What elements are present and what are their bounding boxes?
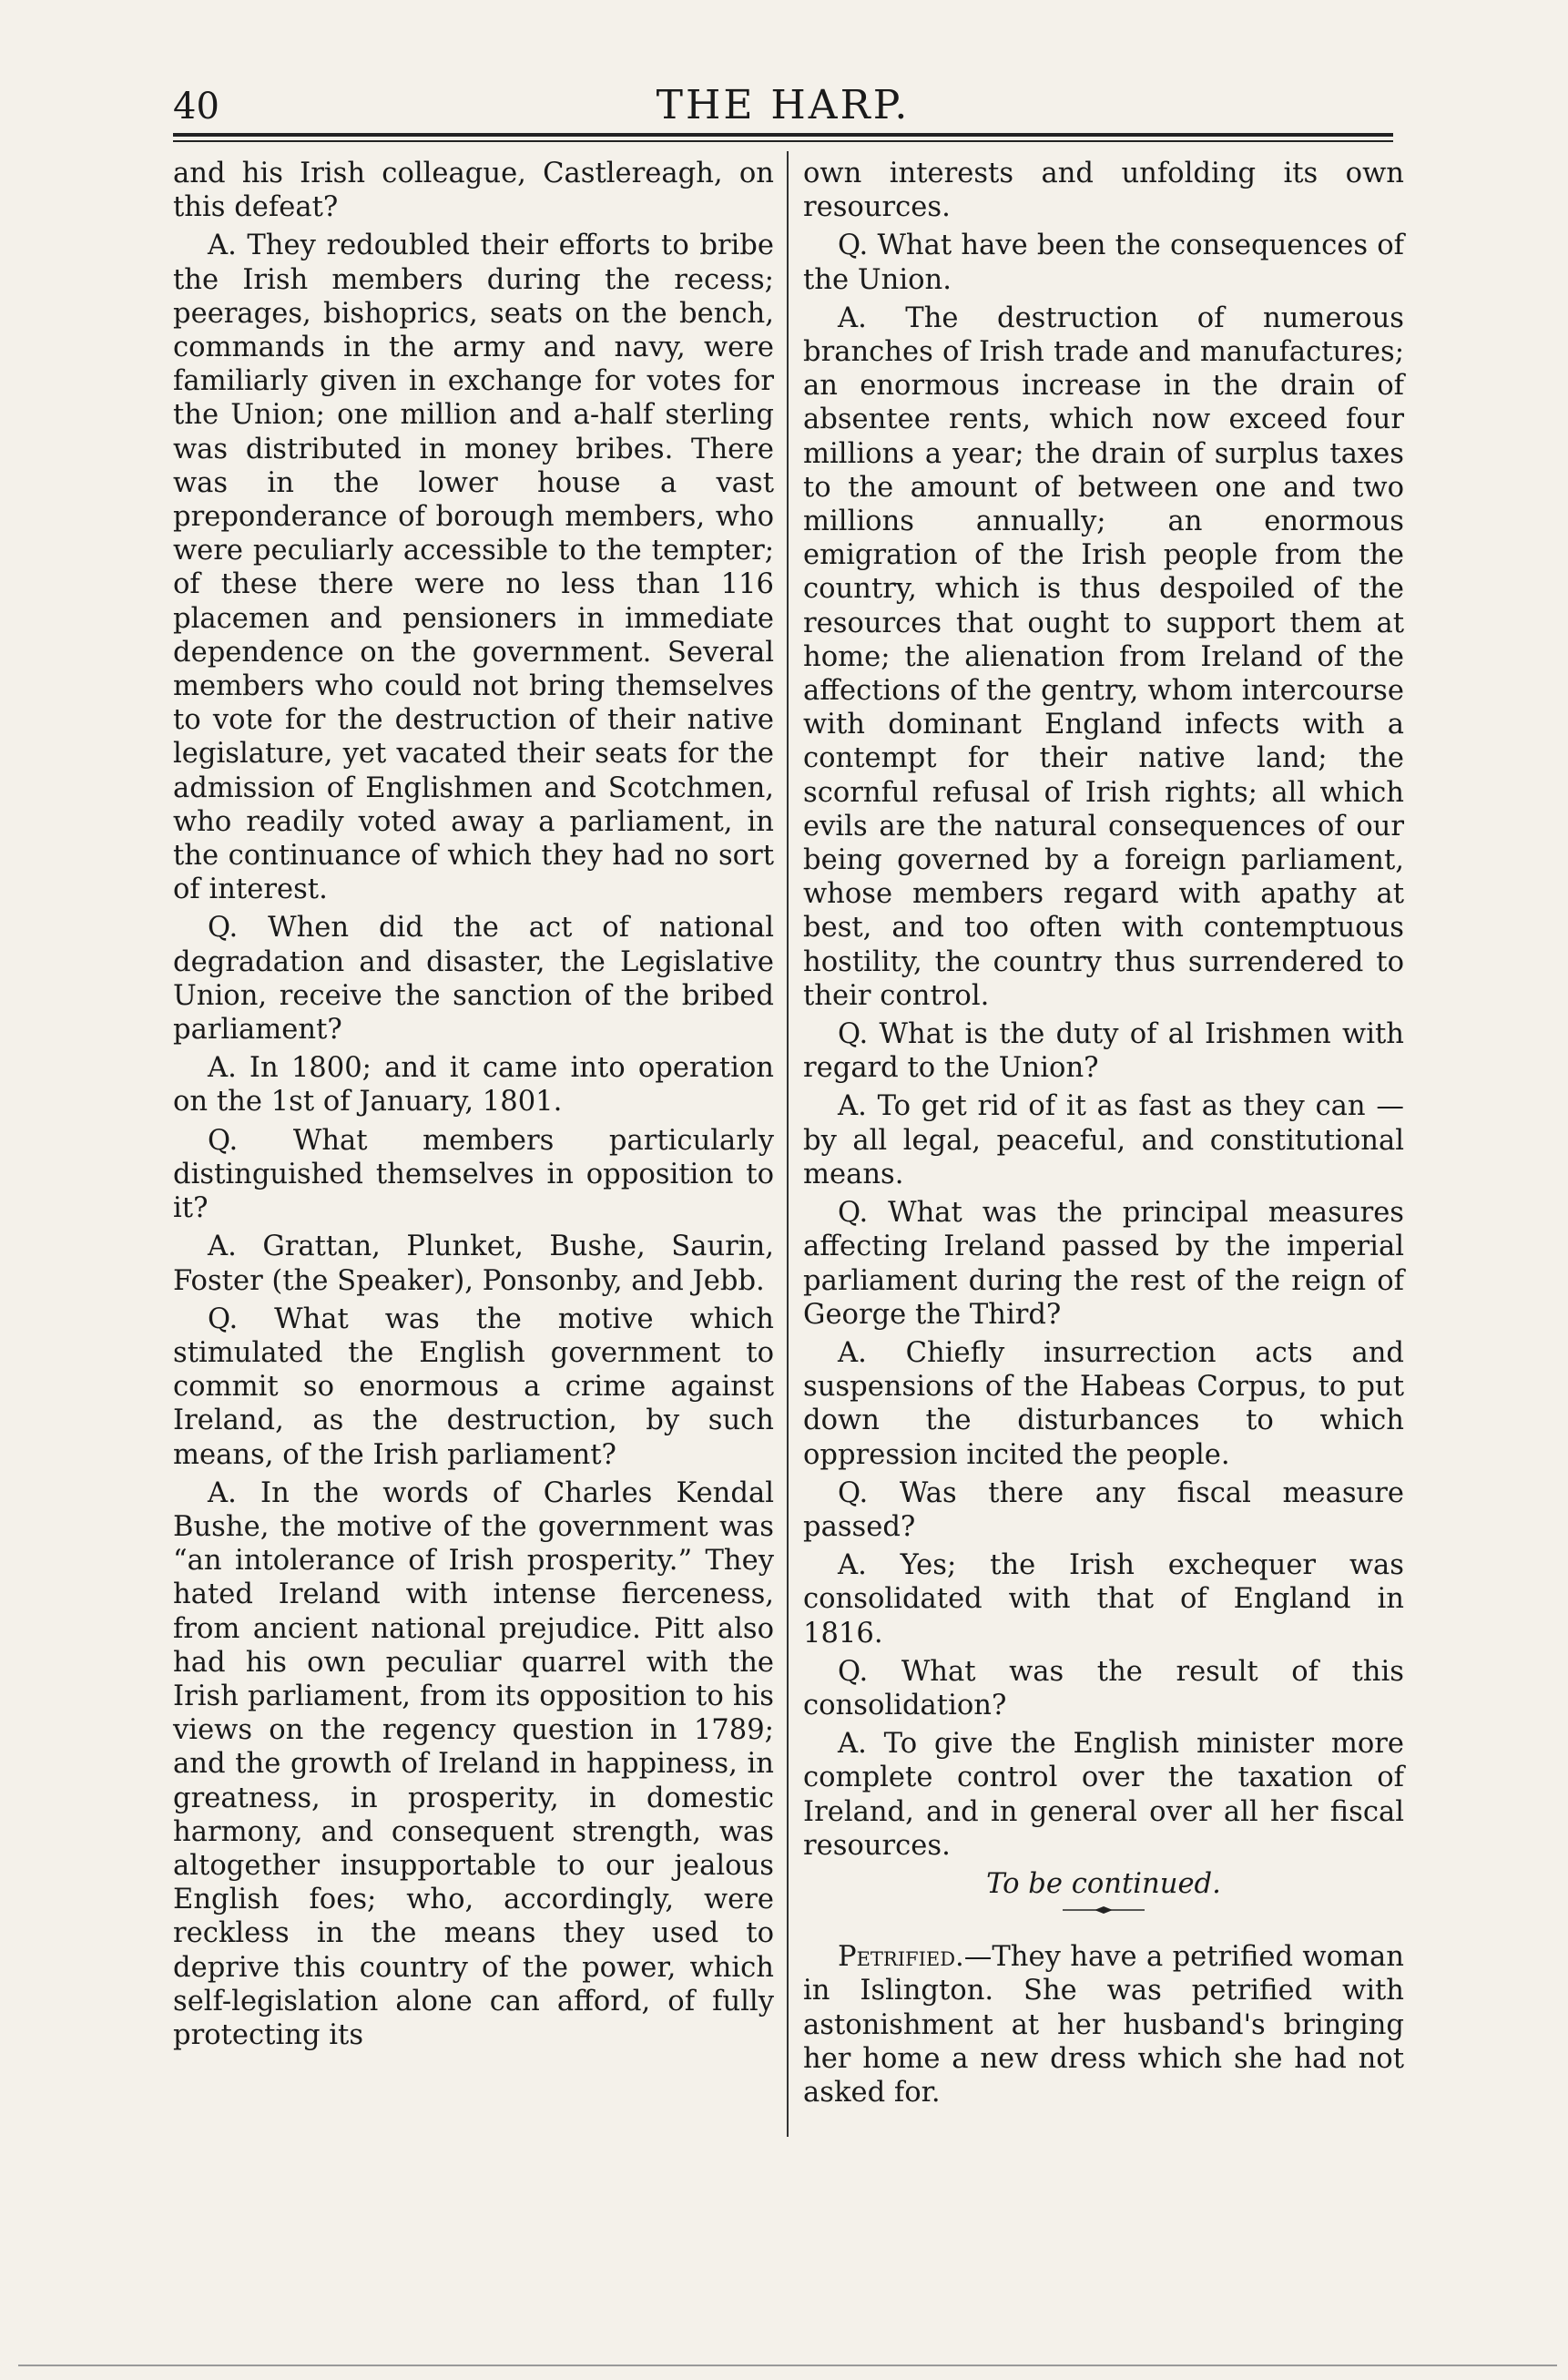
- answer-paragraph: A. To give the English minister more complete control over the taxation of Ireland, and in general over all her fiscal resources.: [803, 1728, 1404, 1862]
- header-rule-thin: [173, 140, 1393, 142]
- answer-paragraph: A. The destruction of numerous branches of Irish trade and manufactures; an enormous increase in the drain of absentee rents, which now exceed four millions a year; the drain of surplus taxes to the amount of between one and two millions annually; an enormous emigration of the Irish people from the country, which is thus despoiled of the resources that ought to support them at home; the alienation from Ireland of the affections of the gentry, whom intercourse with dominant England infects with a contempt for their native land; the scornful refusal of Irish rights; all which evils are the natural consequences of our being governed by a foreign parliament, whose members regard with apathy at best, and too often with contemptuous hostility, the country thus surrendered to their control.: [803, 301, 1404, 1012]
- question-paragraph: Q. What have been the consequences of the Union.: [803, 230, 1404, 296]
- to-be-continued: To be continued.: [986, 1867, 1221, 1900]
- ornament-divider: [1063, 1905, 1145, 1915]
- paragraph: own interests and unfolding its own resources.: [803, 158, 1404, 224]
- question-paragraph: Q. What was the result of this consolidation?: [803, 1655, 1404, 1721]
- right-column: [803, 157, 1404, 2114]
- left-column: [173, 157, 774, 2057]
- bottom-rule: [18, 2365, 1557, 2366]
- answer-paragraph: A. Chiefly insurrection acts and suspensions of the Habeas Corpus, to put down the disturbances to which oppression incited the people.: [803, 1336, 1404, 1471]
- running-title: THE HARP.: [656, 82, 911, 128]
- question-paragraph: Q. What was the motive which stimulated the English government to commit so enormous a crime against Ireland, as the destruction, by such means, of the Irish parliament?: [173, 1302, 774, 1471]
- header-rule: [173, 133, 1393, 137]
- petrified-item: [803, 1940, 1404, 2109]
- petrified-text: —They have a petrified woman in Islington. She was petrified with astonishment at her husband's bringing her home a new dress which she had not asked for.: [803, 1941, 1404, 2109]
- answer-paragraph: A. To get rid of it as fast as they can —by all legal, peaceful, and constitutional means.: [803, 1090, 1404, 1190]
- question-paragraph: Q. Was there any fiscal measure passed?: [803, 1476, 1404, 1543]
- question-paragraph: Q. When did the act of national degradation and disaster, the Legislative Union, receive the sanction of the bribed parliament?: [173, 912, 774, 1047]
- answer-paragraph: A. In 1800; and it came into operation on the 1st of January, 1801.: [173, 1052, 774, 1118]
- question-paragraph: Q. What members particularly distinguished themselves in opposition to it?: [173, 1124, 774, 1225]
- petrified-heading: Petrified.: [838, 1941, 964, 1974]
- answer-paragraph: A. Grattan, Plunket, Bushe, Saurin, Foster (the Speaker), Ponsonby, and Jebb.: [173, 1231, 774, 1297]
- answer-paragraph: A. They redoubled their efforts to bribe the Irish members during the recess; peerages, bishoprics, seats on the bench, commands in the army and navy, were familiarly given in exchange for votes for the Union; one million and a-half sterling was distributed in money bribes. There was in the lower house a vast preponderance of borough members, who were peculiarly accessible to the tempter; of these there were no less than 116 placemen and pensioners in immediate dependence on the government. Several members who could not bring themselves to vote for the destruction of their native legislature, yet vacated their seats for the admission of Englishmen and Scotchmen, who readily voted away a parliament, in the continuance of which they had no sort of interest.: [173, 230, 774, 906]
- answer-paragraph: A. In the words of Charles Kendal Bushe, the motive of the government was “an intolerance of Irish prosperity.” They hated Ireland with intense fierceness, from ancient national prejudice. Pitt also had his own peculiar quarrel with the Irish parliament, from its opposition to his views on the regency question in 1789; and the growth of Ireland in happiness, in greatness, in prosperity, in domestic harmony, and consequent strength, was altogether insupportable to our jealous English foes; who, accordingly, were reckless in the means they used to deprive this country of the power, which self-legislation alone can afford, of fully protecting its: [173, 1476, 774, 2051]
- question-paragraph: Q. What was the principal measures affecting Ireland passed by the imperial parliament during the rest of the reign of George the Third?: [803, 1197, 1404, 1331]
- page-number: 40: [173, 86, 219, 128]
- question-paragraph: Q. What is the duty of al Irishmen with regard to the Union?: [803, 1018, 1404, 1085]
- paragraph: and his Irish colleague, Castlereagh, on this defeat?: [173, 158, 774, 224]
- column-divider: [787, 151, 789, 2137]
- answer-paragraph: A. Yes; the Irish exchequer was consolidated with that of England in 1816.: [803, 1549, 1404, 1650]
